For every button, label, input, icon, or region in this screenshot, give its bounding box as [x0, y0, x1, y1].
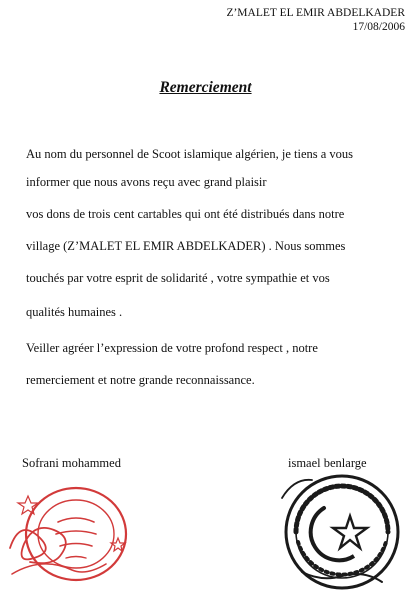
- letter-header: [226, 6, 405, 34]
- red-stamp-icon: [6, 478, 136, 588]
- body-line-2: informer que nous avons reçu avec grand plaisir: [26, 175, 267, 189]
- signature-name-right: ismael benlarge: [288, 456, 367, 470]
- body-line-3: vos dons de trois cent cartables qui ont été distribués dans notre: [26, 207, 345, 221]
- body-line-6: qualités humaines .: [26, 305, 123, 319]
- body-line-7: Veiller agréer l’expression de votre profond respect , notre: [26, 341, 318, 355]
- body-line-1: Au nom du personnel de Scoot islamique algérien, je tiens a vous: [26, 147, 354, 161]
- signature-name-left: Sofrani mohammed: [22, 456, 121, 470]
- header-date: 17/08/2006: [352, 21, 405, 33]
- body-line-5: touchés par votre esprit de solidarité , votre sympathie et vos: [26, 271, 330, 285]
- letter-title: Remerciement: [159, 79, 252, 96]
- black-stamp-icon: [272, 468, 410, 596]
- header-location: Z’MALET EL EMIR ABDELKADER: [226, 7, 405, 19]
- body-line-8: remerciement et notre grande reconnaissance.: [26, 373, 255, 387]
- body-line-4: village (Z’MALET EL EMIR ABDELKADER) . Nous sommes: [26, 239, 346, 253]
